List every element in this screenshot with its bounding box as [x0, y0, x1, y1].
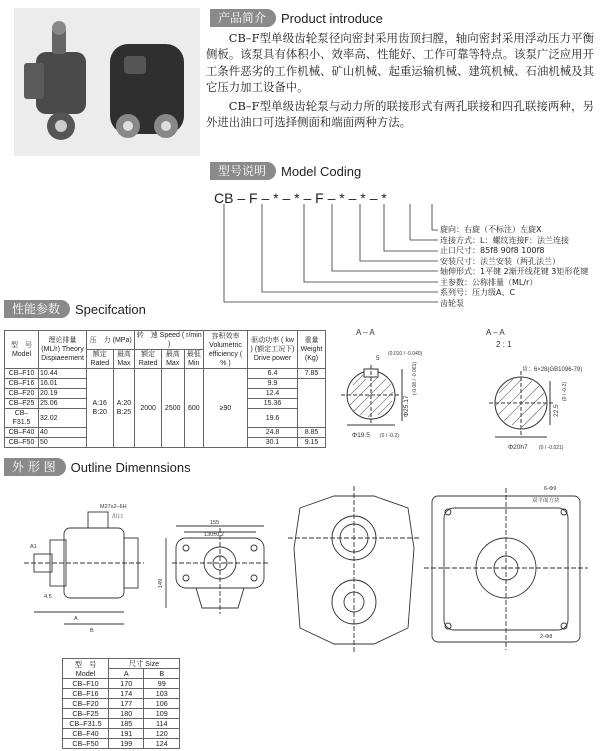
size-cell: CB–F10 [63, 679, 109, 689]
spec-speed-rated: 2000 [135, 369, 162, 448]
size-th-b: B [144, 669, 180, 679]
spec-cell: 32.02 [39, 409, 87, 428]
size-cell: 180 [109, 709, 144, 719]
label-a1: A1 [30, 544, 37, 550]
spec-th-eff: 容积效率 Volumetric efficiency ( % ) [204, 331, 248, 369]
spec-th-pressure: 压 力 (MPa) [87, 331, 135, 350]
size-cell: 170 [109, 679, 144, 689]
size-cell: 106 [144, 699, 180, 709]
code-label-series: 系列号：压力级A、C [440, 288, 516, 297]
size-cell: CB–F16 [63, 689, 109, 699]
intro-body [206, 30, 594, 130]
size-cell: 174 [109, 689, 144, 699]
spec-cell: 7.85 [298, 369, 326, 379]
code-label-mounting: 安装尺寸：法兰安装（两孔法兰） [440, 256, 560, 266]
size-cell: CB–F31.5 [63, 719, 109, 729]
label-155: 155 [210, 520, 220, 526]
coding-title-cn: 型号说明 [210, 162, 276, 180]
label-dim-b: B [90, 628, 94, 634]
spec-th-power: 驱动功率 ( kw ) (额定工况下) Drive power [248, 331, 298, 369]
spec-speed-min: 600 [184, 369, 203, 448]
outline-drawings [4, 478, 596, 656]
code-label-shaft: 轴伸形式：1平键 2渐开线花键 3矩形花键 [440, 267, 589, 276]
code-label-gear-pump: 齿轮泵 [440, 298, 464, 308]
size-cell: 191 [109, 729, 144, 739]
section-aa-label-1: A – A [356, 328, 375, 337]
spec-cell: 6.4 [248, 369, 298, 379]
size-cell: 199 [109, 739, 144, 749]
spec-th-p-rated: 额定 Rated [87, 350, 114, 369]
size-cell: CB–F50 [63, 739, 109, 749]
label-holes: 6-Φ9 [544, 486, 557, 492]
spec-th-s-max: 最高 Max [161, 350, 184, 369]
spec-cell: 20.19 [39, 389, 87, 399]
size-cell: 99 [144, 679, 180, 689]
table-row [63, 679, 180, 689]
outline-header [4, 458, 191, 476]
label-outlet: 出口 [112, 514, 124, 520]
spec-cell: 9.9 [248, 379, 298, 389]
spec-speed-max: 2500 [161, 369, 184, 448]
spec-th-speed: 转 速 Speed ( r/min ) [136, 332, 202, 348]
spec-table [4, 330, 326, 448]
size-cell: CB–F20 [63, 699, 109, 709]
size-cell: 114 [144, 719, 180, 729]
code-label-rotation: 旋向：右旋（不标注）左旋X [440, 225, 542, 234]
spec-cell: CB–F25 [5, 399, 39, 409]
intro-header [210, 9, 383, 27]
spec-cell: 12.4 [248, 389, 298, 399]
size-th-a: A [109, 669, 144, 679]
front-view-drawing [166, 526, 268, 614]
code-string: CB – F – * – * – F – * – * – * [214, 190, 387, 206]
spec-cell: 9.15 [298, 438, 326, 448]
spec-cell: CB–F20 [5, 389, 39, 399]
code-label-connection: 连接方式：L：螺纹连接F：法兰连接 [440, 235, 570, 245]
section-aa-label-2: A – A [486, 328, 505, 337]
spec-cell: 24.8 [248, 428, 298, 438]
size-cell: 120 [144, 729, 180, 739]
dim-phi25: Φ25.17 [403, 395, 410, 417]
pump-photo [14, 8, 200, 156]
spec-header [4, 300, 146, 318]
spec-cell: CB–F16 [5, 379, 39, 389]
spec-cell: CB–F10 [5, 369, 39, 379]
coding-header [210, 162, 361, 180]
dim-phi20: Φ20h7 [508, 444, 528, 451]
outline-title-en: Outline Dimennsions [70, 459, 191, 475]
spec-cell: CB–F50 [5, 438, 39, 448]
square-flange-view-drawing [424, 488, 588, 650]
spec-cell: 19.6 [248, 409, 298, 428]
spec-title-en: Specifcation [75, 301, 146, 317]
spec-th-model: 型 号 Model [5, 331, 39, 369]
tol-phi25: (-0.08 / -0.061) [412, 361, 418, 395]
table-row [63, 729, 180, 739]
table-row [63, 709, 180, 719]
code-label-spigot: 止口尺寸：85f8 90f8 100f8 [440, 246, 545, 255]
size-table [62, 658, 180, 749]
spec-cell: 40 [39, 428, 87, 438]
size-cell: 103 [144, 689, 180, 699]
label-dim-2: 2-Φ8 [540, 634, 553, 640]
section-aa-drawings [336, 325, 598, 455]
intro-para-2: CB–F型单级齿轮泵与动力所的联接形式有两孔联接和四孔联接两种，另外进出油口可选择侧面和端面两种方法。 [206, 98, 594, 130]
size-cell: 124 [144, 739, 180, 749]
spec-cell: 16.01 [39, 379, 87, 389]
size-cell: 177 [109, 699, 144, 709]
spec-cell: CB–F40 [5, 428, 39, 438]
size-cell: CB–F25 [63, 709, 109, 719]
spec-cell: CB–F31.5 [5, 409, 39, 428]
table-row [63, 719, 180, 729]
spec-cell [298, 379, 326, 428]
tol-5: (0.010 / -0.040) [388, 351, 423, 357]
dim-5: 5 [376, 355, 380, 362]
dim-22: 22.5 [553, 404, 560, 417]
code-labels [440, 225, 588, 309]
size-cell: 185 [109, 719, 144, 729]
spec-cell: 50 [39, 438, 87, 448]
size-cell: CB–F40 [63, 729, 109, 739]
size-cell: 109 [144, 709, 180, 719]
size-th-model: 型 号 Model [63, 659, 109, 679]
intro-title-cn: 产品简介 [210, 9, 276, 27]
spec-cell: 10.44 [39, 369, 87, 379]
label-m27: M27x2–6H [100, 504, 127, 510]
spec-title-cn: 性能参数 [4, 300, 70, 318]
spec-pressure-max: A:20 B:25 [113, 369, 135, 448]
table-row [5, 369, 326, 379]
spec-efficiency: ≥90 [204, 369, 248, 448]
coding-title-en: Model Coding [281, 163, 362, 179]
label-149: 149 [158, 578, 164, 588]
label-45: 4.5 [44, 594, 52, 600]
table-row [63, 699, 180, 709]
tol-22: (0 / -0.2) [562, 382, 568, 401]
spec-th-weight: 重量 Weight (Kg) [298, 331, 326, 369]
spec-pressure-rated: A:16 B:20 [87, 369, 114, 448]
code-leader-lines [214, 204, 454, 324]
code-label-displacement: 主参数：公称排量（ML/r） [440, 277, 538, 287]
spec-th-p-max: 最高 Max [113, 350, 135, 369]
spec-th-s-rated: 额定 Rated [135, 350, 162, 369]
table-row [63, 689, 180, 699]
label-dim-a: A [74, 616, 78, 622]
tol-phi20: (0 / -0.021) [539, 445, 564, 451]
intro-para-1: CB–F型单级齿轮泵径向密封采用齿顶扫膛，轴向密封采用浮动压力平衡侧板。该泵具有体积小、效率高、性能好、工作可靠等特点。该泵广泛应用开工条件恶劣的工作机械、矿山机械、起重运输机械、建筑机械、石油机械及其它压力加工设备中。 [206, 31, 594, 95]
spec-th-disp: 理论排量 (ML/r) Theory Dispiaeement [39, 331, 87, 369]
dim-phi19: Φ19.5 [352, 432, 370, 439]
spec-cell: 8.85 [298, 428, 326, 438]
body-view-drawing [288, 486, 420, 652]
size-th-size: 尺寸 Size [109, 659, 180, 669]
intro-title-en: Product introduce [281, 10, 383, 26]
spec-th-s-min: 最低 Min [184, 350, 203, 369]
label-130: 130±0.2 [204, 532, 224, 538]
side-view-drawing [24, 512, 144, 624]
spec-cell: 30.1 [248, 438, 298, 448]
spline-spec: 齿：6×28(GB1096-79) [522, 367, 583, 373]
label-flange: 双平面方块 [532, 498, 560, 504]
spec-cell: 25.06 [39, 399, 87, 409]
pump-photo-illustration [14, 8, 200, 156]
table-row [63, 739, 180, 749]
section-aa-scale: 2 : 1 [496, 340, 512, 349]
spec-cell: 15.36 [248, 399, 298, 409]
pump-right [110, 44, 184, 138]
tol-phi19: (0 / -0.2) [380, 433, 399, 439]
outline-title-cn: 外 形 图 [4, 458, 66, 476]
